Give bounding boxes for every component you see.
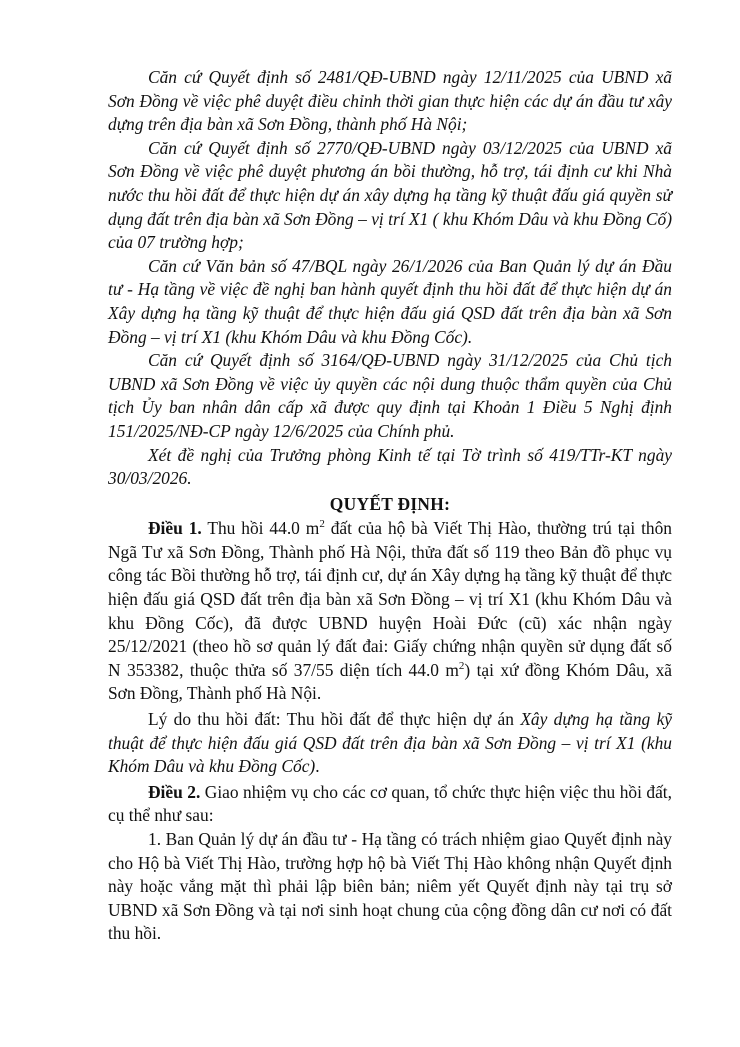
article-1-text-a: Thu hồi 44.0 m <box>201 518 320 539</box>
article-2-item-1: 1. Ban Quản lý dự án đầu tư - Hạ tầng có trách nhiệm giao Quyết định này cho Hộ bà Viết Thị Hào, trường hợp hộ bà Viết Thị Hào không nhận Quyết định này hoặc vắng mặt thì phải lập biên bản; niêm yết Quyết định này tại trụ sở UBND xã Sơn Đồng và tại nơi sinh hoạt chung của cộng đồng dân cư nơi có đất thu hồi. <box>108 829 672 944</box>
can-cu-paragraph-2: Căn cứ Quyết định số 2770/QĐ-UBND ngày 03/12/2025 của UBND xã Sơn Đồng về việc phê duyệt phương án bồi thường, hỗ trợ, tái định cư khi Nhà nước thu hồi đất để thực hiện dự án xây dựng hạ tầng kỹ thuật đấu giá quyền sử dụng đất trên địa bàn xã Sơn Đồng – vị trí X1 ( khu Khóm Dâu và khu Đồng Cố) của 07 trường hợp; <box>108 137 672 253</box>
can-cu-paragraph-3: Căn cứ Văn bản số 47/BQL ngày 26/1/2026 của Ban Quản lý dự án Đầu tư - Hạ tầng về việc đề nghị ban hành quyết định thu hồi đất để thực hiện dự án Xây dựng hạ tầng kỹ thuật để thực hiện đấu giá QSD đất trên địa bàn xã Sơn Đồng – vị trí X1 (khu Khóm Dâu và khu Đồng Cốc). <box>108 255 672 347</box>
reason-prefix: Lý do thu hồi đất: Thu hồi đất để thực hiện dự án <box>148 709 521 730</box>
article-1-label: Điều 1. <box>148 518 202 539</box>
area-unit-superscript-2: 2 <box>458 660 465 673</box>
article-1-text-b: đất của hộ bà Viết Thị Hào, thường trú tại thôn Ngã Tư xã Sơn Đồng, Thành phố Hà Nội, thửa đất số 119 theo Bản đồ phục vụ công tác Bồi thường hỗ trợ, tái định cư, dự án Xây dựng hạ tầng kỹ thuật để thực hiện đấu giá QSD đất trên địa bàn xã Sơn Đồng – vị trí X1 (khu Khóm Dâu và khu Đồng Cốc), đã được UBND huyện Hoài Đức (cũ) xác nhận ngày 25/12/2021 (theo hồ sơ quản lý đất đai: Giấy chứng nhận quyền sử dụng đất số N 353382, thuộc thửa số 37/55 diện tích 44.0 m <box>108 518 672 680</box>
can-cu-paragraph-1: Căn cứ Quyết định số 2481/QĐ-UBND ngày 12/11/2025 của UBND xã Sơn Đồng về việc phê duyệt điều chỉnh thời gian thực hiện các dự án đầu tư xây dựng trên địa bàn xã Sơn Đồng, thành phố Hà Nội; <box>108 67 672 135</box>
area-unit-superscript: 2 <box>319 518 325 531</box>
reason-paragraph <box>108 708 672 779</box>
xet-de-nghi-paragraph: Xét đề nghị của Trưởng phòng Kinh tế tại Tờ trình số 419/TTr-KT ngày 30/03/2026. <box>108 444 672 489</box>
article-1-paragraph <box>108 517 672 706</box>
article-1-text-c: ) tại xứ đồng Khóm Dâu, xã Sơn Đồng, Thành phố Hà Nội. <box>108 659 672 704</box>
reason-suffix: . <box>315 756 320 777</box>
decision-heading: QUYẾT ĐỊNH: <box>329 493 451 514</box>
reason-project-name: Xây dựng hạ tầng kỹ thuật để thực hiện đấu giá QSD đất trên địa bàn xã Sơn Đồng – vị trí X1 (khu Khóm Dâu và khu Đồng Cốc) <box>108 709 673 777</box>
article-2-text: Giao nhiệm vụ cho các cơ quan, tổ chức thực hiện việc thu hồi đất, cụ thể như sau: <box>108 781 672 826</box>
article-2-paragraph <box>108 781 672 828</box>
document-page <box>108 66 672 946</box>
article-2-label: Điều 2. <box>148 781 201 802</box>
can-cu-paragraph-4: Căn cứ Quyết định số 3164/QĐ-UBND ngày 31/12/2025 của Chủ tịch UBND xã Sơn Đồng về việc ủy quyền các nội dung thuộc thẩm quyền của Chủ tịch Ủy ban nhân dân cấp xã được quy định tại Khoản 1 Điều 5 Nghị định 151/2025/NĐ-CP ngày 12/6/2025 của Chính phủ. <box>108 350 672 441</box>
